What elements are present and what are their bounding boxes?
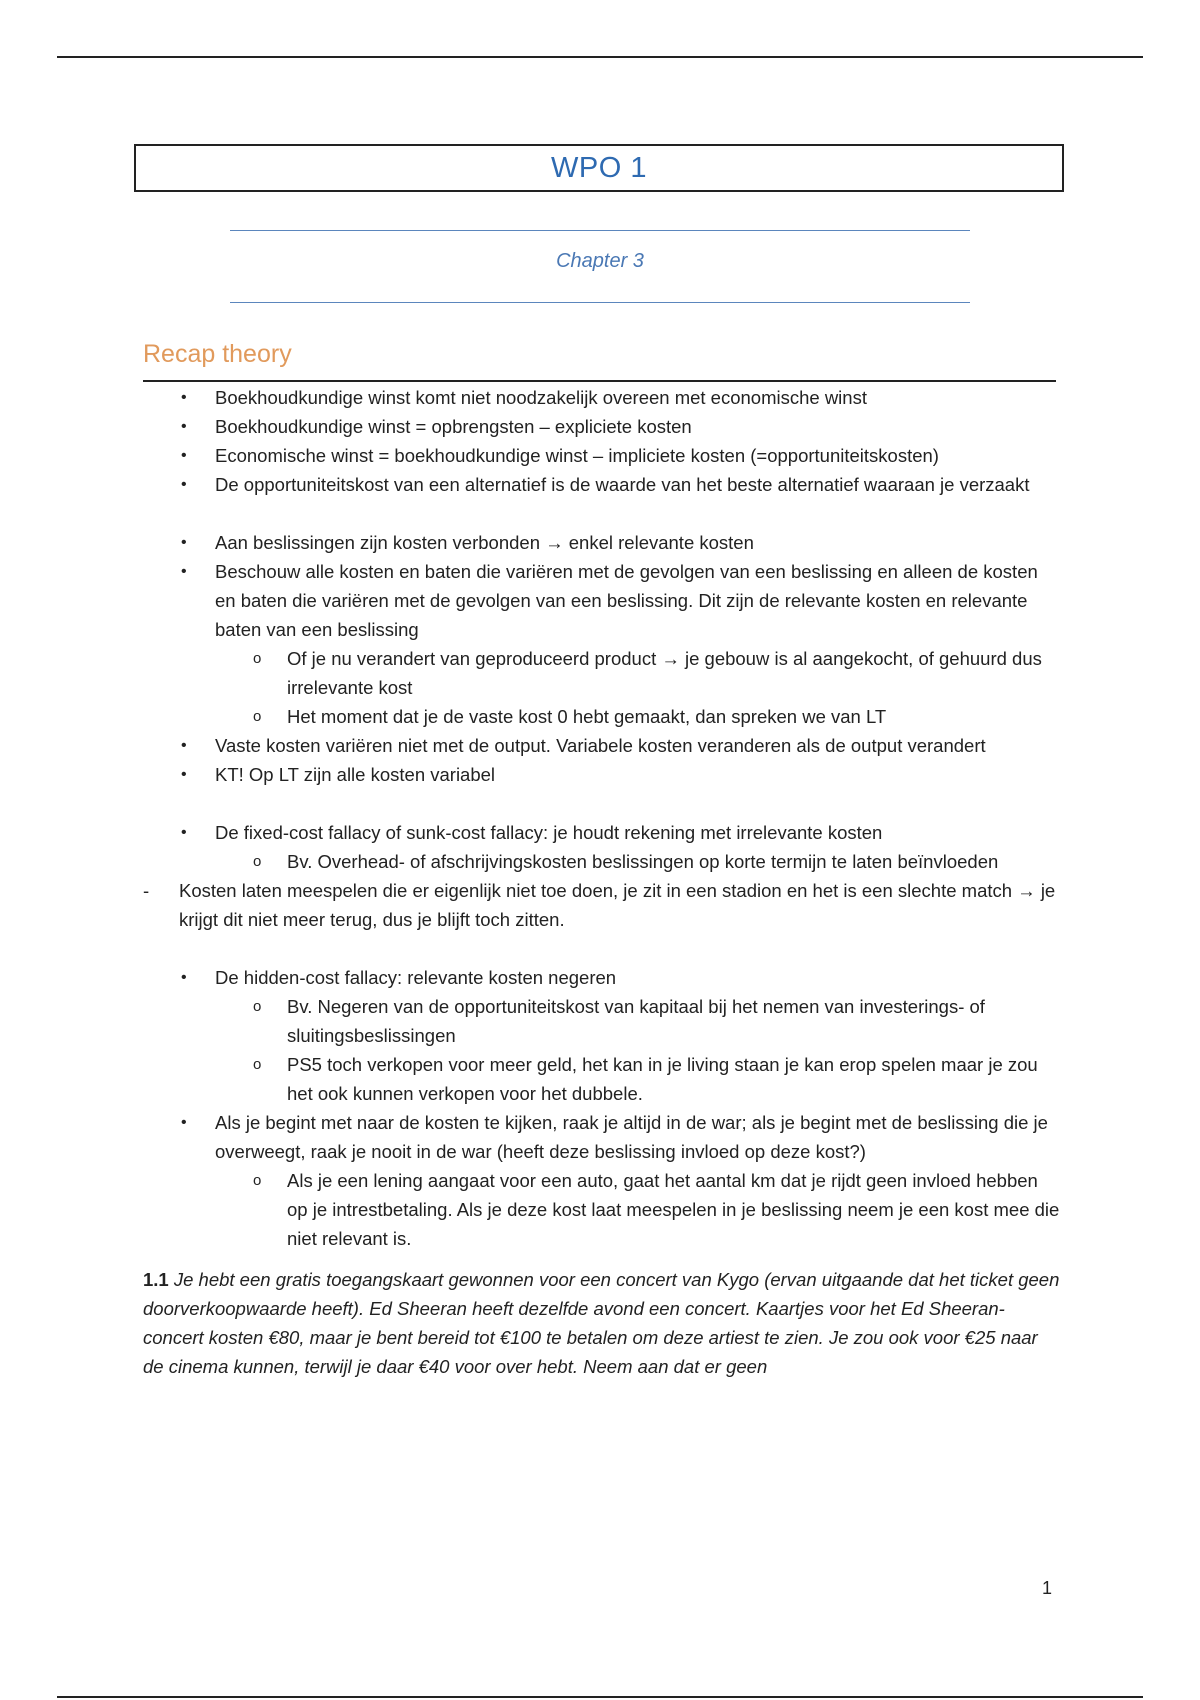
bullet-marker: • — [181, 563, 187, 580]
subtitle-rule-top — [230, 230, 970, 231]
list-item — [0, 412, 1200, 441]
sub-bullet-marker: o — [253, 1172, 262, 1189]
sub-list-item-text: Of je nu verandert van geproduceerd product → je gebouw is al aangekocht, of gehuurd dus irrelevante kost — [287, 648, 1042, 698]
document-title: WPO 1 — [551, 152, 647, 184]
page-number: 1 — [1042, 1578, 1053, 1598]
sub-list-item — [0, 847, 1200, 876]
section-heading-rule — [143, 380, 1056, 382]
bullet-marker: • — [181, 824, 187, 841]
bullet-marker: • — [181, 389, 187, 406]
sub-list-item-text: Bv. Overhead- of afschrijvingskosten beslissingen op korte termijn te laten beïnvloeden — [287, 851, 999, 872]
list-item-text: Boekhoudkundige winst komt niet noodzakelijk overeen met economische winst — [215, 387, 867, 408]
list-item-text: Aan beslissingen zijn kosten verbonden → enkel relevante kosten — [215, 532, 754, 553]
list-item — [0, 818, 1200, 847]
bullet-marker: • — [181, 447, 187, 464]
list-item-text: Vaste kosten variëren niet met de output. Variabele kosten veranderen als de output verandert — [215, 735, 986, 756]
sub-bullet-marker: o — [253, 650, 262, 667]
sub-bullet-marker: o — [253, 998, 262, 1015]
list-item — [0, 760, 1200, 789]
bullet-marker: • — [181, 476, 187, 493]
title-box — [134, 144, 1064, 192]
sub-bullet-marker: o — [253, 853, 262, 870]
document-subtitle: Chapter 3 — [556, 250, 644, 272]
page-bottom-rule — [57, 1696, 1143, 1698]
sub-list-item-text: PS5 toch verkopen voor meer geld, het kan in je living staan je kan erop spelen maar je zou het ook kunnen verkopen voor het dubbele. — [287, 1054, 1038, 1104]
list-item — [0, 731, 1200, 760]
list-item-text: De opportuniteitskost van een alternatief is de waarde van het beste alternatief waaraan je verzaakt — [215, 474, 1030, 495]
bullet-marker: • — [181, 766, 187, 783]
bullet-marker: • — [181, 737, 187, 754]
sub-list-item-text: Bv. Negeren van de opportuniteitskost van kapitaal bij het nemen van investerings- of sluitingsbeslissingen — [287, 996, 985, 1046]
list-item-text: De hidden-cost fallacy: relevante kosten negeren — [215, 967, 617, 988]
list-item-text: Boekhoudkundige winst = opbrengsten – expliciete kosten — [215, 416, 692, 437]
list-item — [0, 963, 1200, 992]
sub-list-item — [0, 644, 1200, 702]
section-heading: Recap theory — [143, 340, 292, 368]
sub-list-item-text: Het moment dat je de vaste kost 0 hebt gemaakt, dan spreken we van LT — [287, 706, 887, 727]
exercise-number: 1.1 — [143, 1269, 169, 1290]
list-item-text: KT! Op LT zijn alle kosten variabel — [215, 764, 496, 785]
sub-list-item — [0, 992, 1200, 1050]
bullet-marker: • — [181, 1114, 187, 1131]
bullet-marker: • — [181, 534, 187, 551]
list-item-text: De fixed-cost fallacy of sunk-cost fallacy: je houdt rekening met irrelevante kosten — [215, 822, 883, 843]
list-item — [0, 441, 1200, 470]
list-item — [0, 528, 1200, 557]
sub-bullet-marker: o — [253, 1056, 262, 1073]
list-item-text: Beschouw alle kosten en baten die variëren met de gevolgen van een beslissing en alleen de kosten en baten die variëren met de gevolgen van een beslissing. Dit zijn de relevante kosten en relevante baten van een beslissing — [215, 561, 1038, 640]
list-item-text: Economische winst = boekhoudkundige winst – impliciete kosten (=opportuniteitskosten) — [215, 445, 939, 466]
dash-list-item — [0, 876, 1200, 934]
dash-marker: - — [143, 880, 150, 901]
sub-list-item-text: Als je een lening aangaat voor een auto, gaat het aantal km dat je rijdt geen invloed hebben op je intrestbetaling. Als je deze kost laat meespelen in je beslissing neem je een kost mee die niet relevant is. — [287, 1170, 1060, 1249]
list-item — [0, 1108, 1200, 1166]
exercise-paragraph — [0, 1265, 1200, 1381]
recap-content — [0, 383, 1200, 1381]
list-item-text: Als je begint met naar de kosten te kijken, raak je altijd in de war; als je begint met de beslissing die je overweegt, raak je nooit in de war (heeft deze beslissing invloed op deze kost?) — [215, 1112, 1048, 1162]
sub-list-item — [0, 1050, 1200, 1108]
page-top-rule — [57, 56, 1143, 58]
list-item — [0, 557, 1200, 644]
sub-list-item — [0, 702, 1200, 731]
bullet-marker: • — [181, 969, 187, 986]
sub-bullet-marker: o — [253, 708, 262, 725]
subtitle-rule-bottom — [230, 302, 970, 303]
list-item — [0, 470, 1200, 499]
exercise-text: Je hebt een gratis toegangskaart gewonnen voor een concert van Kygo (ervan uitgaande dat het ticket geen doorverkoopwaarde heeft). Ed Sheeran heeft dezelfde avond een concert. Kaartjes voor het Ed Sheeran-concert kosten €80, maar je bent bereid tot €100 te betalen om deze artiest te zien. Je zou ook voor €25 naar de cinema kunnen, terwijl je daar €40 voor over hebt. Neem aan dat er geen — [143, 1269, 1060, 1377]
list-item — [0, 383, 1200, 412]
bullet-marker: • — [181, 418, 187, 435]
sub-list-item — [0, 1166, 1200, 1253]
dash-list-item-text: Kosten laten meespelen die er eigenlijk niet toe doen, je zit in een stadion en het is een slechte match → je krijgt dit niet meer terug, dus je blijft toch zitten. — [179, 880, 1056, 930]
